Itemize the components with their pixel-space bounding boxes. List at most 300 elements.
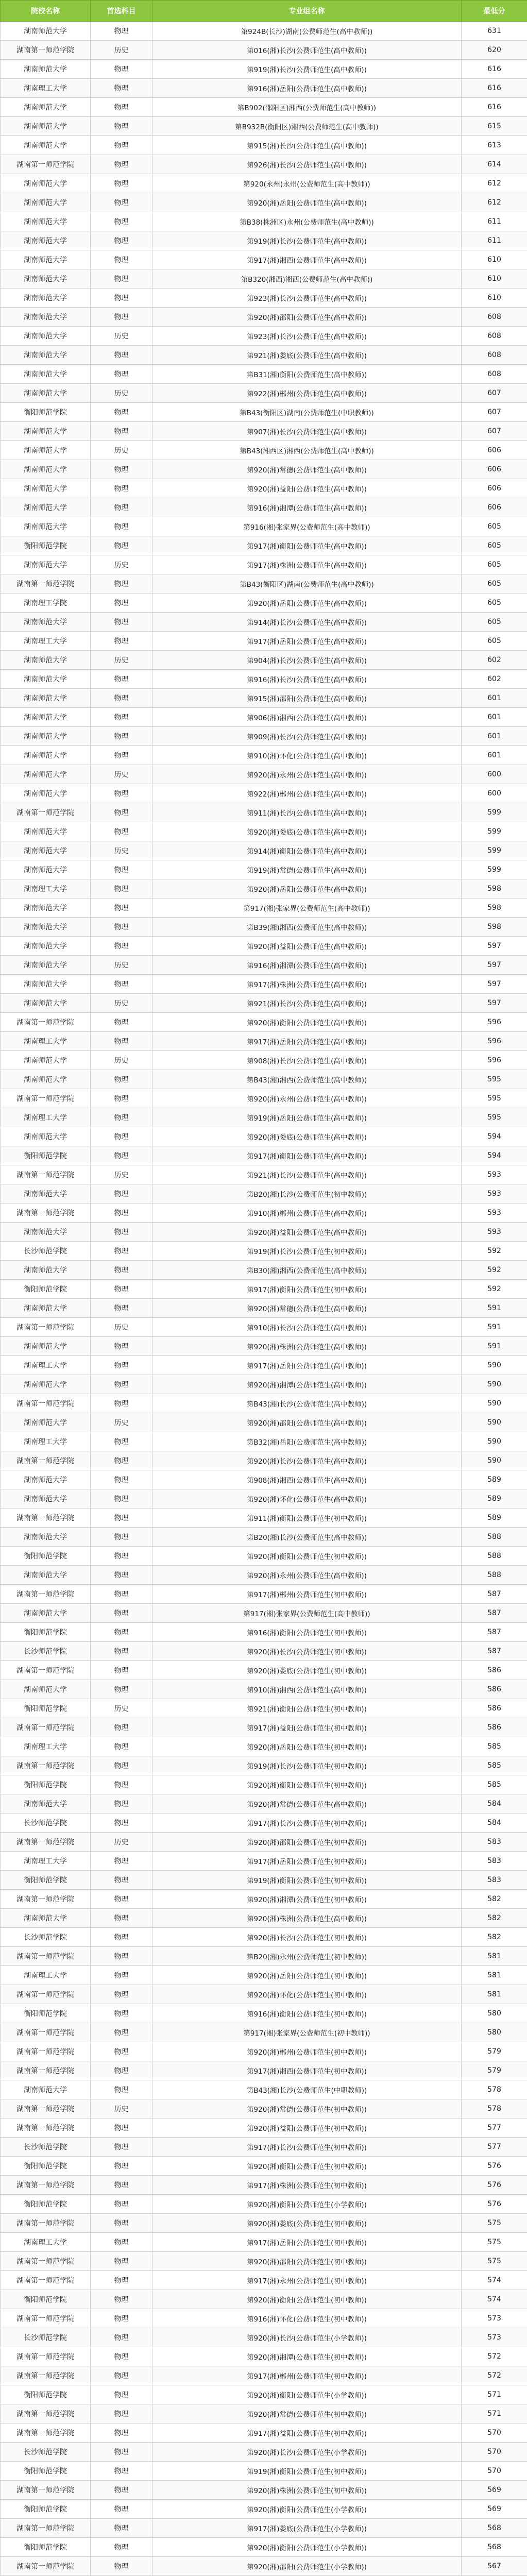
subject-cell: 物理 <box>91 1661 152 1680</box>
subject-cell: 物理 <box>91 2443 152 2462</box>
min-score-cell: 590 <box>462 1375 527 1394</box>
table-row <box>1 2500 527 2519</box>
subject-cell: 历史 <box>91 1165 152 1184</box>
min-score-cell: 570 <box>462 2462 527 2481</box>
school-cell: 湖南第一师范学院 <box>1 2061 91 2080</box>
major-group-cell: 第920(湘)常德(公费师范生(初中教师)) <box>152 2404 462 2424</box>
table-row <box>1 1184 527 1204</box>
major-group-cell: 第917(湘)长沙(公费师范生(初中教师)) <box>152 1814 462 1833</box>
school-cell: 湖南师范大学 <box>1 746 91 765</box>
major-group-cell: 第926(湘)长沙(公费师范生(高中教师)) <box>152 155 462 174</box>
subject-cell: 物理 <box>91 1642 152 1661</box>
subject-cell: 历史 <box>91 41 152 60</box>
subject-cell: 物理 <box>91 2347 152 2366</box>
subject-cell: 物理 <box>91 1566 152 1585</box>
major-group-cell: 第910(湘)长沙(公费师范生(高中教师)) <box>152 1318 462 1337</box>
subject-cell: 物理 <box>91 403 152 422</box>
major-group-cell: 第920(湘)衡阳(公费师范生(小学教师)) <box>152 2538 462 2557</box>
min-score-cell: 595 <box>462 1108 527 1127</box>
school-cell: 湖南第一师范学院 <box>1 2176 91 2195</box>
min-score-cell: 605 <box>462 517 527 536</box>
table-row <box>1 1528 527 1547</box>
min-score-cell: 593 <box>462 1165 527 1184</box>
major-group-cell: 第920(湘)益阳(公费师范生(高中教师)) <box>152 1223 462 1242</box>
school-cell: 湖南第一师范学院 <box>1 2099 91 2119</box>
table-row <box>1 879 527 899</box>
school-cell: 湖南理工大学 <box>1 1966 91 1985</box>
min-score-cell: 586 <box>462 1699 527 1718</box>
school-cell: 湖南师范大学 <box>1 441 91 460</box>
min-score-cell: 602 <box>462 670 527 689</box>
min-score-cell: 608 <box>462 365 527 384</box>
subject-cell: 物理 <box>91 1184 152 1204</box>
major-group-cell: 第920(湘)怀化(公费师范生(初中教师)) <box>152 1985 462 2004</box>
major-group-cell: 第B32(湘)岳阳(公费师范生(高中教师)) <box>152 1432 462 1451</box>
table-row <box>1 937 527 956</box>
subject-cell: 物理 <box>91 1852 152 1871</box>
major-group-cell: 第920(湘)邵阳(公费师范生(初中教师)) <box>152 2252 462 2271</box>
major-group-cell: 第920(湘)湘潭(公费师范生(初中教师)) <box>152 2347 462 2366</box>
min-score-cell: 600 <box>462 765 527 784</box>
table-row <box>1 632 527 651</box>
school-cell: 湖南第一师范学院 <box>1 1585 91 1604</box>
major-group-cell: 第920(湘)岳阳(公费师范生(初中教师)) <box>152 1966 462 1985</box>
subject-cell: 物理 <box>91 308 152 327</box>
major-group-cell: 第B43(湘)湘西(公费师范生(高中教师)) <box>152 1070 462 1089</box>
table-row <box>1 975 527 994</box>
min-score-cell: 612 <box>462 193 527 212</box>
min-score-cell: 575 <box>462 2252 527 2271</box>
table-row <box>1 1928 527 1947</box>
major-group-cell: 第914(湘)长沙(公费师范生(高中教师)) <box>152 613 462 632</box>
school-cell: 湖南第一师范学院 <box>1 1890 91 1909</box>
school-cell: 衡阳师范学院 <box>1 2195 91 2214</box>
min-score-cell: 591 <box>462 1337 527 1356</box>
table-row <box>1 956 527 975</box>
major-group-cell: 第917(湘)湘西(公费师范生(初中教师)) <box>152 2061 462 2080</box>
major-group-cell: 第919(湘)长沙(公费师范生(初中教师)) <box>152 1242 462 1261</box>
min-score-cell: 570 <box>462 2424 527 2443</box>
major-group-cell: 第923(湘)长沙(公费师范生(高中教师)) <box>152 327 462 346</box>
school-cell: 湖南师范大学 <box>1 1223 91 1242</box>
table-row <box>1 460 527 479</box>
major-group-cell: 第920(湘)衡阳(公费师范生(初中教师)) <box>152 2290 462 2309</box>
subject-cell: 物理 <box>91 1756 152 1775</box>
min-score-cell: 577 <box>462 2119 527 2138</box>
subject-cell: 物理 <box>91 422 152 441</box>
subject-cell: 物理 <box>91 2366 152 2385</box>
subject-cell: 物理 <box>91 2424 152 2443</box>
subject-cell: 物理 <box>91 174 152 193</box>
min-score-cell: 580 <box>462 2004 527 2023</box>
min-score-cell: 573 <box>462 2328 527 2347</box>
subject-cell: 物理 <box>91 937 152 956</box>
major-group-cell: 第917(湘)郴州(公费师范生(初中教师)) <box>152 1585 462 1604</box>
major-group-cell: 第920(湘)娄底(公费师范生(高中教师)) <box>152 1127 462 1146</box>
school-cell: 湖南第一师范学院 <box>1 1947 91 1966</box>
min-score-cell: 587 <box>462 1585 527 1604</box>
table-row <box>1 899 527 918</box>
school-cell: 湖南师范大学 <box>1 1051 91 1070</box>
subject-cell: 物理 <box>91 536 152 555</box>
school-cell: 湖南第一师范学院 <box>1 1661 91 1680</box>
header-min-score: 最低分 <box>462 1 527 22</box>
min-score-cell: 577 <box>462 2138 527 2157</box>
school-cell: 湖南师范大学 <box>1 212 91 231</box>
table-row <box>1 651 527 670</box>
subject-cell: 物理 <box>91 365 152 384</box>
table-row <box>1 2366 527 2385</box>
subject-cell: 物理 <box>91 2328 152 2347</box>
major-group-cell: 第920(湘)常德(公费师范生(高中教师)) <box>152 1299 462 1318</box>
table-row <box>1 1337 527 1356</box>
school-cell: 湖南第一师范学院 <box>1 1318 91 1337</box>
school-cell: 长沙师范学院 <box>1 1242 91 1261</box>
school-cell: 湖南第一师范学院 <box>1 2023 91 2042</box>
subject-cell: 物理 <box>91 727 152 746</box>
major-group-cell: 第920(湘)株洲(公费师范生(初中教师)) <box>152 2481 462 2500</box>
subject-cell: 物理 <box>91 594 152 613</box>
min-score-cell: 594 <box>462 1146 527 1165</box>
major-group-cell: 第B20(湘)长沙(公费师范生(高中教师)) <box>152 1528 462 1547</box>
major-group-cell: 第917(湘)湘西(公费师范生(高中教师)) <box>152 250 462 269</box>
school-cell: 湖南理工学院 <box>1 594 91 613</box>
table-row <box>1 1223 527 1242</box>
school-cell: 湖南第一师范学院 <box>1 2119 91 2138</box>
major-group-cell: 第917(湘)郴州(公费师范生(初中教师)) <box>152 2366 462 2385</box>
subject-cell: 历史 <box>91 384 152 403</box>
major-group-cell: 第016(湘)长沙(公费师范生(高中教师)) <box>152 41 462 60</box>
major-group-cell: 第917(湘)株洲(公费师范生(高中教师)) <box>152 555 462 574</box>
table-row <box>1 2119 527 2138</box>
school-cell: 湖南师范大学 <box>1 22 91 41</box>
subject-cell: 物理 <box>91 1623 152 1642</box>
subject-cell: 物理 <box>91 613 152 632</box>
min-score-cell: 599 <box>462 803 527 822</box>
min-score-cell: 614 <box>462 155 527 174</box>
table-row <box>1 2557 527 2576</box>
min-score-cell: 588 <box>462 1566 527 1585</box>
min-score-cell: 585 <box>462 1775 527 1794</box>
min-score-cell: 590 <box>462 1394 527 1413</box>
subject-cell: 物理 <box>91 117 152 136</box>
school-cell: 湖南师范大学 <box>1 651 91 670</box>
subject-cell: 物理 <box>91 2309 152 2328</box>
subject-cell: 物理 <box>91 822 152 841</box>
table-row <box>1 765 527 784</box>
school-cell: 湖南师范大学 <box>1 1528 91 1547</box>
school-cell: 湖南师范大学 <box>1 422 91 441</box>
major-group-cell: 第920(湘)娄底(公费师范生(初中教师)) <box>152 1661 462 1680</box>
min-score-cell: 590 <box>462 1356 527 1375</box>
major-group-cell: 第920(湘)湘潭(公费师范生(初中教师)) <box>152 1890 462 1909</box>
subject-cell: 物理 <box>91 1928 152 1947</box>
major-group-cell: 第922(湘)郴州(公费师范生(高中教师)) <box>152 384 462 403</box>
major-group-cell: 第920(湘)益阳(公费师范生(初中教师)) <box>152 2119 462 2138</box>
major-group-cell: 第920(湘)常德(公费师范生(初中教师)) <box>152 2099 462 2119</box>
table-row <box>1 2424 527 2443</box>
school-cell: 湖南师范大学 <box>1 1680 91 1699</box>
subject-cell: 物理 <box>91 2061 152 2080</box>
table-row <box>1 708 527 727</box>
school-cell: 湖南师范大学 <box>1 231 91 250</box>
subject-cell: 物理 <box>91 2080 152 2099</box>
major-group-cell: 第B20(湘)永州(公费师范生(初中教师)) <box>152 1947 462 1966</box>
table-row <box>1 174 527 193</box>
min-score-cell: 584 <box>462 1814 527 1833</box>
min-score-cell: 598 <box>462 918 527 937</box>
school-cell: 湖南第一师范学院 <box>1 2042 91 2061</box>
table-row <box>1 822 527 841</box>
min-score-cell: 581 <box>462 1966 527 1985</box>
school-cell: 湖南第一师范学院 <box>1 1089 91 1108</box>
min-score-cell: 590 <box>462 1413 527 1432</box>
min-score-cell: 574 <box>462 2271 527 2290</box>
min-score-cell: 593 <box>462 1184 527 1204</box>
school-cell: 湖南师范大学 <box>1 2080 91 2099</box>
subject-cell: 物理 <box>91 689 152 708</box>
school-cell: 湖南师范大学 <box>1 1909 91 1928</box>
subject-cell: 历史 <box>91 765 152 784</box>
major-group-cell: 第920(湘)娄底(公费师范生(初中教师)) <box>152 2214 462 2233</box>
table-row <box>1 1756 527 1775</box>
min-score-cell: 610 <box>462 250 527 269</box>
table-row <box>1 1852 527 1871</box>
major-group-cell: 第920(湘)永州(公费师范生(高中教师)) <box>152 1566 462 1585</box>
school-cell: 衡阳师范学院 <box>1 2462 91 2481</box>
school-cell: 湖南师范大学 <box>1 346 91 365</box>
min-score-cell: 583 <box>462 1871 527 1890</box>
table-row <box>1 1394 527 1413</box>
min-score-cell: 616 <box>462 60 527 79</box>
subject-cell: 历史 <box>91 1051 152 1070</box>
table-row <box>1 1547 527 1566</box>
school-cell: 长沙师范学院 <box>1 1928 91 1947</box>
min-score-cell: 572 <box>462 2366 527 2385</box>
table-row <box>1 2042 527 2061</box>
table-row <box>1 1661 527 1680</box>
subject-cell: 物理 <box>91 2385 152 2404</box>
table-row <box>1 1794 527 1814</box>
school-cell: 湖南师范大学 <box>1 1299 91 1318</box>
table-row <box>1 1509 527 1528</box>
min-score-cell: 590 <box>462 1432 527 1451</box>
major-group-cell: 第919(湘)常德(公费师范生(高中教师)) <box>152 860 462 879</box>
school-cell: 衡阳师范学院 <box>1 1280 91 1299</box>
subject-cell: 物理 <box>91 1356 152 1375</box>
min-score-cell: 569 <box>462 2481 527 2500</box>
school-cell: 湖南师范大学 <box>1 1127 91 1146</box>
min-score-cell: 587 <box>462 1604 527 1623</box>
school-cell: 湖南师范大学 <box>1 1489 91 1509</box>
major-group-cell: 第920(湘)邵阳(公费师范生(高中教师)) <box>152 1413 462 1432</box>
table-row <box>1 1375 527 1394</box>
major-group-cell: 第920(湘)永州(公费师范生(高中教师)) <box>152 1089 462 1108</box>
table-row <box>1 441 527 460</box>
table-row <box>1 1032 527 1051</box>
table-row <box>1 555 527 574</box>
subject-cell: 物理 <box>91 2538 152 2557</box>
major-group-cell: 第920(湘)衡阳(公费师范生(小学教师)) <box>152 2500 462 2519</box>
major-group-cell: 第917(湘)衡阳(公费师范生(高中教师)) <box>152 536 462 555</box>
min-score-cell: 607 <box>462 422 527 441</box>
major-group-cell: 第904(湘)长沙(公费师范生(高中教师)) <box>152 651 462 670</box>
min-score-cell: 586 <box>462 1680 527 1699</box>
major-group-cell: 第B30(湘)湘西(公费师范生(高中教师)) <box>152 1261 462 1280</box>
table-row <box>1 2061 527 2080</box>
table-row <box>1 41 527 60</box>
school-cell: 湖南师范大学 <box>1 384 91 403</box>
subject-cell: 物理 <box>91 879 152 899</box>
major-group-cell: 第909(湘)长沙(公费师范生(高中教师)) <box>152 727 462 746</box>
school-cell: 湖南理工大学 <box>1 879 91 899</box>
min-score-cell: 607 <box>462 384 527 403</box>
school-cell: 湖南第一师范学院 <box>1 2271 91 2290</box>
subject-cell: 物理 <box>91 1489 152 1509</box>
major-group-cell: 第920(湘)邵阳(公费师范生(小学教师)) <box>152 2557 462 2576</box>
subject-cell: 物理 <box>91 98 152 117</box>
subject-cell: 物理 <box>91 803 152 822</box>
table-row <box>1 994 527 1013</box>
header-major-group: 专业组名称 <box>152 1 462 22</box>
school-cell: 湖南理工大学 <box>1 1032 91 1051</box>
major-group-cell: 第920(湘)衡阳(公费师范生(初中教师)) <box>152 1775 462 1794</box>
major-group-cell: 第916(湘)湘潭(公费师范生(高中教师)) <box>152 956 462 975</box>
school-cell: 湖南第一师范学院 <box>1 1394 91 1413</box>
school-cell: 湖南师范大学 <box>1 1337 91 1356</box>
major-group-cell: 第921(湘)娄底(公费师范生(高中教师)) <box>152 346 462 365</box>
major-group-cell: 第917(湘)娄底(公费师范生(小学教师)) <box>152 2519 462 2538</box>
table-row <box>1 689 527 708</box>
table-row <box>1 2347 527 2366</box>
table-row <box>1 1070 527 1089</box>
table-row <box>1 231 527 250</box>
min-score-cell: 611 <box>462 212 527 231</box>
min-score-cell: 597 <box>462 956 527 975</box>
subject-cell: 物理 <box>91 1261 152 1280</box>
min-score-cell: 596 <box>462 1013 527 1032</box>
major-group-cell: 第B902(邵阳区)湘西(公费师范生(高中教师)) <box>152 98 462 117</box>
min-score-cell: 593 <box>462 1223 527 1242</box>
min-score-cell: 599 <box>462 860 527 879</box>
subject-cell: 物理 <box>91 2481 152 2500</box>
min-score-cell: 581 <box>462 1947 527 1966</box>
major-group-cell: 第920(湘)衡阳(公费师范生(初中教师)) <box>152 2157 462 2176</box>
school-cell: 长沙师范学院 <box>1 1642 91 1661</box>
school-cell: 湖南师范大学 <box>1 250 91 269</box>
school-cell: 湖南师范大学 <box>1 327 91 346</box>
min-score-cell: 605 <box>462 536 527 555</box>
min-score-cell: 576 <box>462 2176 527 2195</box>
min-score-cell: 601 <box>462 689 527 708</box>
school-cell: 湖南师范大学 <box>1 460 91 479</box>
min-score-cell: 582 <box>462 1909 527 1928</box>
min-score-cell: 599 <box>462 822 527 841</box>
subject-cell: 物理 <box>91 1204 152 1223</box>
subject-cell: 物理 <box>91 289 152 308</box>
table-row <box>1 1432 527 1451</box>
table-row <box>1 1966 527 1985</box>
min-score-cell: 593 <box>462 1204 527 1223</box>
min-score-cell: 590 <box>462 1451 527 1470</box>
table-row <box>1 155 527 174</box>
min-score-cell: 597 <box>462 975 527 994</box>
major-group-cell: 第920(湘)岳阳(公费师范生(高中教师)) <box>152 594 462 613</box>
table-row <box>1 2176 527 2195</box>
major-group-cell: 第920(湘)长沙(公费师范生(高中教师)) <box>152 1451 462 1470</box>
min-score-cell: 575 <box>462 2214 527 2233</box>
subject-cell: 物理 <box>91 784 152 803</box>
major-group-cell: 第917(湘)益阳(公费师范生(初中教师)) <box>152 2424 462 2443</box>
major-group-cell: 第916(湘)怀化(公费师范生(初中教师)) <box>152 2309 462 2328</box>
subject-cell: 物理 <box>91 250 152 269</box>
subject-cell: 物理 <box>91 1089 152 1108</box>
school-cell: 湖南师范大学 <box>1 555 91 574</box>
table-row <box>1 2099 527 2119</box>
school-cell: 湖南第一师范学院 <box>1 574 91 594</box>
subject-cell: 物理 <box>91 1890 152 1909</box>
min-score-cell: 567 <box>462 2557 527 2576</box>
subject-cell: 物理 <box>91 231 152 250</box>
subject-cell: 物理 <box>91 22 152 41</box>
school-cell: 湖南第一师范学院 <box>1 1756 91 1775</box>
school-cell: 湖南师范大学 <box>1 784 91 803</box>
table-row <box>1 1985 527 2004</box>
school-cell: 长沙师范学院 <box>1 1814 91 1833</box>
min-score-cell: 608 <box>462 308 527 327</box>
min-score-cell: 613 <box>462 136 527 155</box>
table-row <box>1 2252 527 2271</box>
major-group-cell: 第919(湘)衡阳(公费师范生(初中教师)) <box>152 1871 462 1890</box>
major-group-cell: 第920(湘)常德(公费师范生(高中教师)) <box>152 460 462 479</box>
school-cell: 湖南第一师范学院 <box>1 2366 91 2385</box>
school-cell: 湖南师范大学 <box>1 60 91 79</box>
major-group-cell: 第919(湘)长沙(公费师范生(高中教师)) <box>152 60 462 79</box>
major-group-cell: 第917(湘)衡阳(公费师范生(高中教师)) <box>152 1146 462 1165</box>
table-row <box>1 289 527 308</box>
school-cell: 湖南师范大学 <box>1 918 91 937</box>
school-cell: 湖南理工大学 <box>1 1737 91 1756</box>
school-cell: 湖南师范大学 <box>1 822 91 841</box>
school-cell: 湖南师范大学 <box>1 708 91 727</box>
table-row <box>1 2481 527 2500</box>
major-group-cell: 第914(湘)衡阳(公费师范生(高中教师)) <box>152 841 462 860</box>
school-cell: 湖南师范大学 <box>1 689 91 708</box>
major-group-cell: 第920(湘)衡阳(公费师范生(高中教师)) <box>152 1013 462 1032</box>
subject-cell: 历史 <box>91 327 152 346</box>
table-row <box>1 1451 527 1470</box>
subject-cell: 物理 <box>91 1146 152 1165</box>
major-group-cell: 第920(湘)永州(公费师范生(高中教师)) <box>152 765 462 784</box>
subject-cell: 物理 <box>91 1871 152 1890</box>
min-score-cell: 579 <box>462 2061 527 2080</box>
subject-cell: 物理 <box>91 746 152 765</box>
school-cell: 湖南第一师范学院 <box>1 1204 91 1223</box>
table-row <box>1 2385 527 2404</box>
min-score-cell: 606 <box>462 460 527 479</box>
subject-cell: 物理 <box>91 2404 152 2424</box>
school-cell: 湖南第一师范学院 <box>1 1985 91 2004</box>
min-score-cell: 605 <box>462 555 527 574</box>
major-group-cell: 第920(湘)长沙(公费师范生(初中教师)) <box>152 1928 462 1947</box>
major-group-cell: 第920(湘)长沙(公费师范生(小学教师)) <box>152 2328 462 2347</box>
major-group-cell: 第910(湘)郴州(公费师范生(高中教师)) <box>152 1204 462 1223</box>
subject-cell: 物理 <box>91 2157 152 2176</box>
min-score-cell: 586 <box>462 1661 527 1680</box>
table-row <box>1 2462 527 2481</box>
major-group-cell: 第B43(湘西区)湘西(公费师范生(高中教师)) <box>152 441 462 460</box>
min-score-cell: 583 <box>462 1852 527 1871</box>
